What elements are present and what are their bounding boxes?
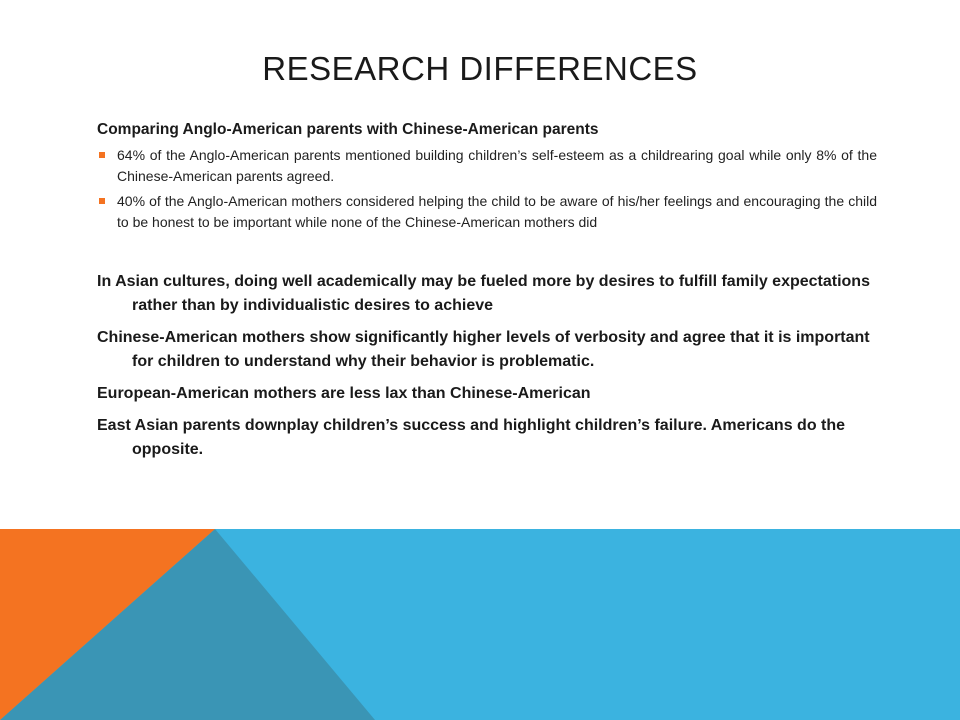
sub-point-list	[97, 145, 877, 233]
slide-content	[97, 121, 877, 470]
spacer	[97, 237, 877, 270]
main-point-list	[97, 270, 877, 462]
square-bullet-icon	[99, 152, 105, 158]
main-point: European-American mothers are less lax than Chinese-American	[97, 385, 591, 402]
main-point: East Asian parents downplay children’s success and highlight children’s failure. Americans do the opposite.	[97, 417, 846, 458]
first-heading: Comparing Anglo-American parents with Chinese-American parents	[97, 121, 599, 138]
sub-point	[97, 145, 877, 187]
sub-point	[97, 191, 877, 233]
slide-title: RESEARCH DIFFERENCES	[262, 50, 698, 87]
main-point: In Asian cultures, doing well academically may be fueled more by desires to fulfill family expectations rather than by individualistic desires to achieve	[97, 273, 870, 314]
square-bullet-icon	[99, 198, 105, 204]
sub-point-text: 40% of the Anglo-American mothers considered helping the child to be aware of his/her feelings and encouraging the child to be honest to be important while none of the Chinese-American mothers did	[117, 193, 877, 230]
sub-point-text: 64% of the Anglo-American parents mentioned building children’s self-esteem as a childrearing goal while only 8% of the Chinese-American parents agreed.	[117, 147, 877, 184]
main-point: Chinese-American mothers show significantly higher levels of verbosity and agree that it is important for children to understand why their behavior is problematic.	[97, 329, 870, 370]
decorative-footer-shapes	[0, 529, 960, 720]
